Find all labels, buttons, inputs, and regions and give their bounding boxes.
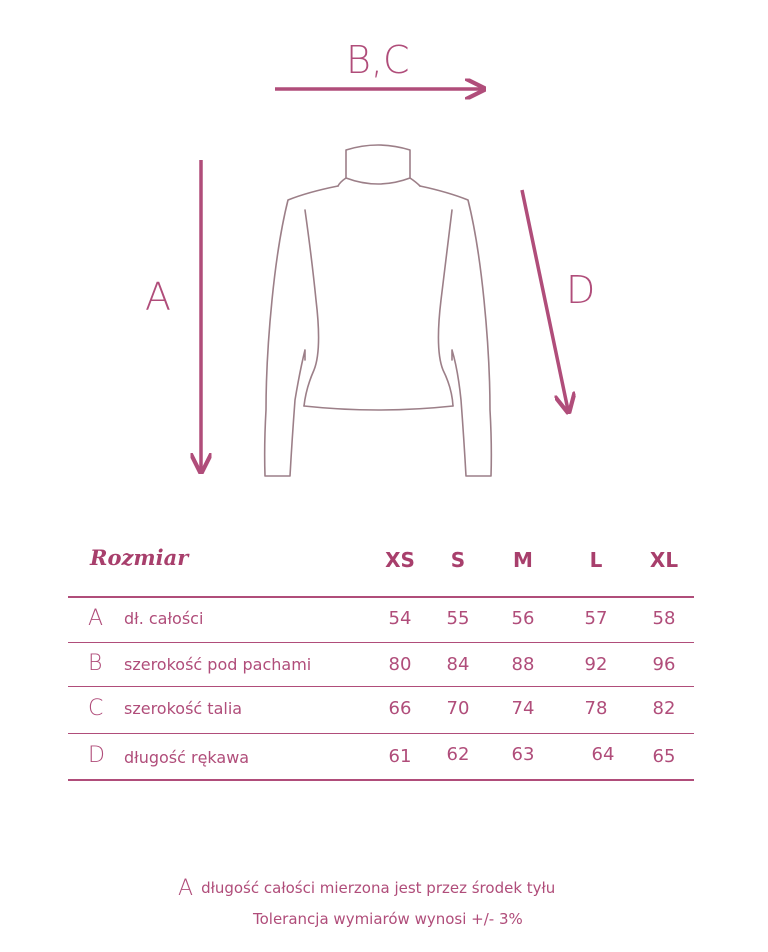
- size-header-xl: XL: [649, 548, 679, 572]
- table-cell: 78: [584, 698, 608, 719]
- row-name: dł. całości: [124, 609, 204, 628]
- size-header-m: M: [513, 548, 533, 572]
- size-header-l: L: [589, 548, 603, 572]
- note-text: długość całości mierzona jest przez środek tyłu: [201, 879, 556, 897]
- table-cell: 82: [652, 698, 676, 719]
- note-letter: A: [178, 876, 194, 901]
- table-cell: 54: [388, 608, 412, 629]
- label-a: A: [145, 275, 171, 319]
- table-cell: 65: [652, 746, 676, 767]
- table-cell: 96: [652, 654, 676, 675]
- label-d: D: [566, 268, 596, 312]
- row-letter: C: [88, 696, 104, 721]
- label-bc: B,C: [346, 38, 410, 82]
- table-cell: 62: [446, 744, 470, 765]
- table-rule-bottom: [68, 779, 694, 781]
- table-cell: 64: [591, 744, 615, 765]
- table-cell: 92: [584, 654, 608, 675]
- size-header-s: S: [450, 548, 466, 572]
- size-header-xs: XS: [385, 548, 415, 572]
- tolerance-note: Tolerancja wymiarów wynosi +/- 3%: [253, 910, 523, 928]
- table-cell: 66: [388, 698, 412, 719]
- row-name: szerokość pod pachami: [124, 655, 312, 674]
- row-letter: B: [88, 651, 103, 676]
- table-rule-top: [68, 596, 694, 598]
- table-cell: 63: [511, 744, 535, 765]
- sleeve-arrow: [522, 190, 568, 410]
- table-cell: 70: [446, 698, 470, 719]
- row-name: długość rękawa: [124, 748, 250, 767]
- table-rule: [68, 733, 694, 734]
- table-cell: 74: [511, 698, 535, 719]
- row-letter: D: [88, 743, 105, 768]
- table-cell: 80: [388, 654, 412, 675]
- turtleneck-outline: [265, 145, 492, 476]
- row-letter: A: [88, 606, 104, 631]
- table-cell: 58: [652, 608, 676, 629]
- table-title: Rozmiar: [90, 545, 189, 570]
- table-cell: 88: [511, 654, 535, 675]
- table-cell: 55: [446, 608, 470, 629]
- table-cell: 57: [584, 608, 608, 629]
- table-rule: [68, 642, 694, 643]
- table-cell: 84: [446, 654, 470, 675]
- table-rule: [68, 686, 694, 687]
- table-cell: 56: [511, 608, 535, 629]
- row-name: szerokość talia: [124, 699, 243, 718]
- table-cell: 61: [388, 746, 412, 767]
- measurement-note: [178, 876, 555, 901]
